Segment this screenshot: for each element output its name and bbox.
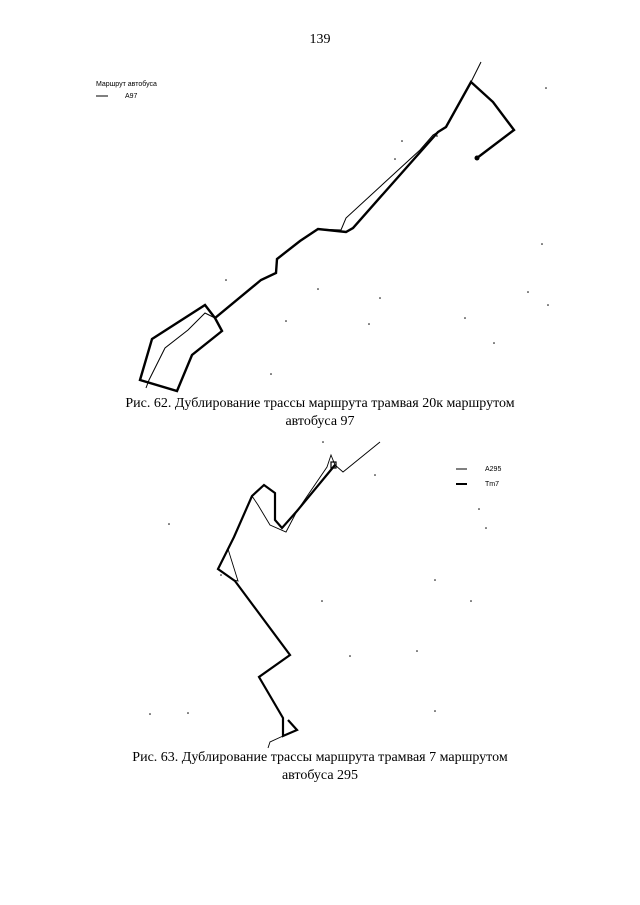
bus-route-a97-line [146, 62, 481, 388]
figure-62-map [0, 55, 640, 395]
figure-63-caption-line1: Рис. 63. Дублирование трассы маршрута трамвая 7 маршрутом [132, 750, 508, 765]
figure-63-caption-line2: автобуса 295 [281, 768, 359, 783]
figure-62-caption [60, 395, 580, 431]
figure-62-caption-line2: автобуса 97 [285, 414, 355, 429]
figure-63-map [0, 432, 640, 750]
legend-label-a295: А295 [485, 466, 502, 473]
figure-63-legend [456, 466, 501, 488]
page-number: 139 [309, 32, 331, 47]
legend-title: Маршрут автобуса [96, 81, 157, 88]
legend-label-a97: А97 [125, 93, 138, 100]
figure-63-map-dots [149, 441, 487, 715]
figure-63-route-map [0, 432, 640, 750]
figure-62-legend [96, 80, 157, 100]
figure-62-caption-line1: Рис. 62. Дублирование трассы маршрута трамвая 20к маршрутом [125, 396, 515, 411]
bus-route-a295-end [268, 736, 283, 748]
route-terminus-marker [475, 156, 480, 161]
figure-63-caption [60, 749, 580, 785]
figure-62-map-dots [225, 87, 549, 375]
tram-route-7-line [218, 465, 335, 736]
figure-62-route-map [0, 55, 640, 395]
legend-label-tm7: Тm7 [485, 481, 499, 488]
tram-route-20k-line [140, 82, 514, 391]
